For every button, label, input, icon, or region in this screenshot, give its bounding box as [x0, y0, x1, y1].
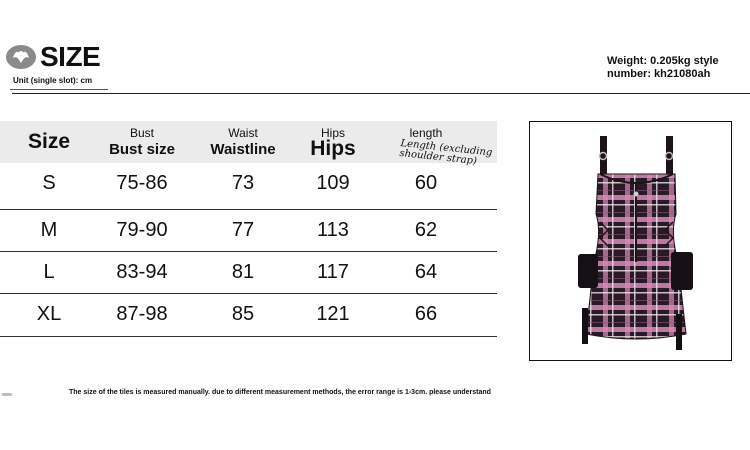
cell-waist: 73	[231, 172, 255, 194]
header-length-handwritten: Length (excluding shoulder strap)	[398, 138, 493, 168]
cell-hips: 109	[316, 172, 350, 194]
cell-bust: 75-86	[116, 172, 168, 194]
cell-hips: 121	[316, 303, 350, 325]
header-waist-small: Waist	[228, 126, 258, 140]
header-hips-small: Hips	[320, 126, 345, 140]
cell-size: XL	[36, 303, 62, 325]
plaid-dress-image	[530, 122, 731, 360]
header-bust: Bust size	[109, 141, 175, 158]
table-row	[0, 252, 497, 294]
row-divider	[0, 336, 497, 337]
header-length-small: length	[409, 126, 443, 140]
divider	[10, 89, 108, 90]
header-hips: Hips	[310, 137, 356, 160]
product-photo	[529, 121, 732, 361]
table-row	[0, 294, 497, 336]
measurement-note: The size of the tiles is measured manually. due to different measurement methods, the error range is 1-3cm. please understand	[69, 389, 491, 396]
brand-logo-icon	[5, 44, 37, 70]
header-size: Size	[27, 130, 71, 153]
cell-size: M	[40, 219, 58, 241]
header-divider	[12, 93, 750, 94]
weight-text: Weight: 0.205kg style	[607, 55, 719, 67]
cell-length: 62	[414, 219, 438, 241]
cell-waist: 85	[231, 303, 255, 325]
cell-waist: 77	[231, 219, 255, 241]
style-number-text: number: kh21080ah	[607, 68, 711, 80]
cell-length: 64	[414, 261, 438, 283]
header-waist: Waistline	[210, 141, 276, 158]
cell-size: S	[42, 172, 56, 194]
table-row	[0, 210, 497, 252]
decorative-mark	[2, 393, 12, 396]
cell-length: 60	[414, 172, 438, 194]
table-row	[0, 163, 497, 205]
cell-length: 66	[414, 303, 438, 325]
cell-hips: 113	[317, 219, 349, 241]
page-title: SIZE	[40, 41, 101, 72]
header-bust-small: Bust	[129, 126, 154, 140]
cell-hips: 117	[317, 261, 349, 283]
cell-bust: 83-94	[116, 261, 168, 283]
cell-bust: 87-98	[116, 303, 168, 325]
cell-waist: 81	[231, 261, 255, 283]
unit-label: Unit (single slot): cm	[13, 76, 93, 85]
cell-size: L	[43, 261, 55, 283]
cell-bust: 79-90	[116, 219, 168, 241]
